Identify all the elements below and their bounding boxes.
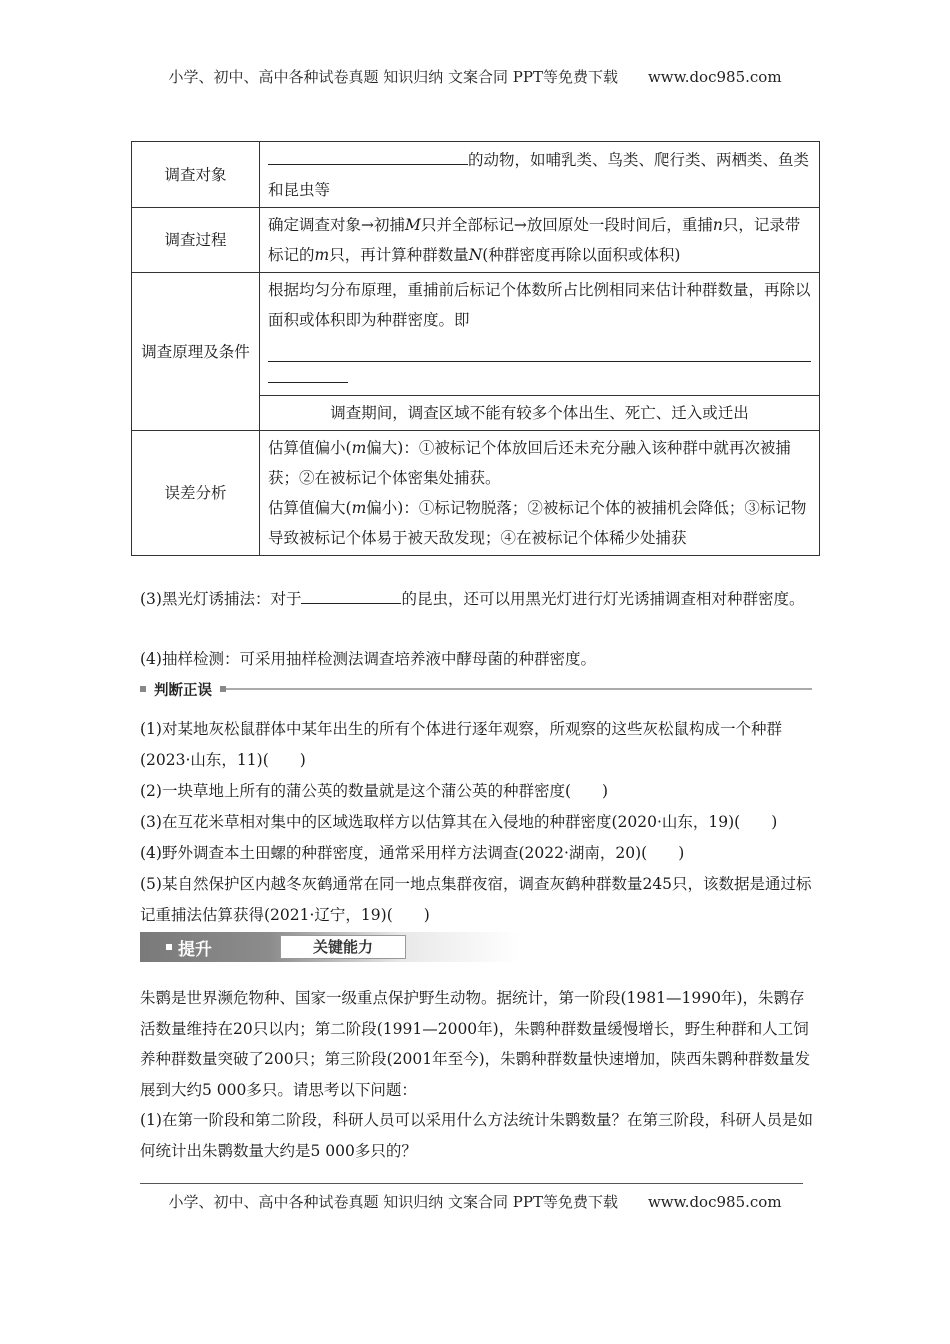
- table-row: [132, 273, 820, 396]
- fill-blank: [268, 362, 348, 383]
- question-1: (1)在第一阶段和第二阶段，科研人员可以采用什么方法统计朱鹮数量？在第三阶段，科研人员是如何统计出朱鹮数量大约是5 000多只的？: [140, 1111, 813, 1160]
- footer-divider: [140, 1183, 803, 1184]
- row-label-process: 调查过程: [132, 208, 260, 273]
- passage-text: 朱鹮是世界濒危物种、国家一级重点保护野生动物。据统计，第一阶段(1981—1990年)，朱鹮存活数量维持在20只以内；第二阶段(1991—2000年)，朱鹮种群数量缓慢增长，野生种群和人工饲养种群数量突破了200只；第三阶段(2001年至今)，朱鹮种群数量快速增加，陕西朱鹮种群数量发展到大约5 000多只。请思考以下问题：: [140, 989, 811, 1099]
- footer-text: 小学、初中、高中各种试卷真题 知识归纳 文案合同 PPT等免费下载: [168, 1193, 618, 1211]
- row-content-principle: 根据均匀分布原理，重捕前后标记个体数所占比例相同来估计种群数量，再除以面积或体积即为种群密度。即: [260, 273, 820, 396]
- row-label-error: 误差分析: [132, 431, 260, 556]
- mark-recapture-table: [131, 141, 820, 556]
- header-site[interactable]: www.doc985.com: [647, 68, 782, 86]
- page-header: [0, 66, 950, 87]
- row-content-error: [260, 431, 820, 556]
- judge-item: (3)在互花米草相对集中的区域选取样方以估算其在入侵地的种群密度(2020·山东，19)( ): [140, 813, 778, 831]
- section-title: 判断正误: [154, 682, 212, 699]
- judge-item: (2)一块草地上所有的蒲公英的数量就是这个蒲公英的种群密度( ): [140, 782, 609, 800]
- item-3: (3)黑光灯诱捕法：对于 的昆虫，还可以用黑光灯进行灯光诱捕调查相对种群密度。: [140, 583, 812, 615]
- table-row: [132, 431, 820, 556]
- judge-list: [140, 714, 815, 931]
- row-content-condition: 调查期间，调查区域不能有较多个体出生、死亡、迁入或迁出: [260, 396, 820, 431]
- row-label-principle: 调查原理及条件: [132, 273, 260, 431]
- footer-site[interactable]: www.doc985.com: [647, 1193, 782, 1211]
- row-content-process: 确定调查对象→初捕M只并全部标记→放回原处一段时间后，重捕n只，记录带标记的m只，再计算种群数量N(种群密度再除以面积或体积): [260, 208, 820, 273]
- object-text: 的动物，如哺乳类、鸟类、爬行类、两栖类、鱼类和昆虫等: [268, 151, 810, 199]
- error-underestimate: 估算值偏小(m偏大)：①被标记个体放回后还未充分融入该种群中就再次被捕获；②在被标记个体密集处捕获。: [268, 439, 791, 487]
- row-label-object: 调查对象: [132, 142, 260, 208]
- table-row: [132, 142, 820, 208]
- section-rule: [226, 688, 812, 690]
- error-overestimate: 估算值偏大(m偏小)：①标记物脱落；②被标记个体的被捕机会降低；③标记物导致被标记个体易于被天敌发现；④在被标记个体稀少处捕获: [268, 499, 807, 547]
- judge-item: (1)对某地灰松鼠群体中某年出生的所有个体进行逐年观察，所观察的这些灰松鼠构成一个种群(2023·山东，11)( ): [140, 720, 782, 769]
- banner-subtitle: 关键能力: [280, 935, 406, 959]
- judge-item: (4)野外调查本土田螺的种群密度，通常采用样方法调查(2022·湖南，20)( ): [140, 844, 685, 862]
- header-text: 小学、初中、高中各种试卷真题 知识归纳 文案合同 PPT等免费下载: [168, 68, 618, 86]
- row-content-object: [260, 142, 820, 208]
- tisheng-banner: [140, 932, 520, 962]
- fill-blank: [301, 583, 401, 604]
- item-4: (4)抽样检测：可采用抽样检测法调查培养液中酵母菌的种群密度。: [140, 650, 596, 668]
- fill-blank: [268, 335, 811, 362]
- table-row: [132, 208, 820, 273]
- fill-blank: [268, 144, 468, 165]
- square-bullet-icon: [166, 944, 172, 950]
- passage: [140, 983, 815, 1166]
- judge-section-header: [140, 680, 812, 698]
- banner-title: 提升: [178, 940, 212, 960]
- square-bullet-icon: [140, 686, 146, 692]
- judge-item: (5)某自然保护区内越冬灰鹤通常在同一地点集群夜宿，调查灰鹤种群数量245只，该数据是通过标记重捕法估算获得(2021·辽宁，19)( ): [140, 875, 812, 924]
- page-footer: [0, 1191, 950, 1212]
